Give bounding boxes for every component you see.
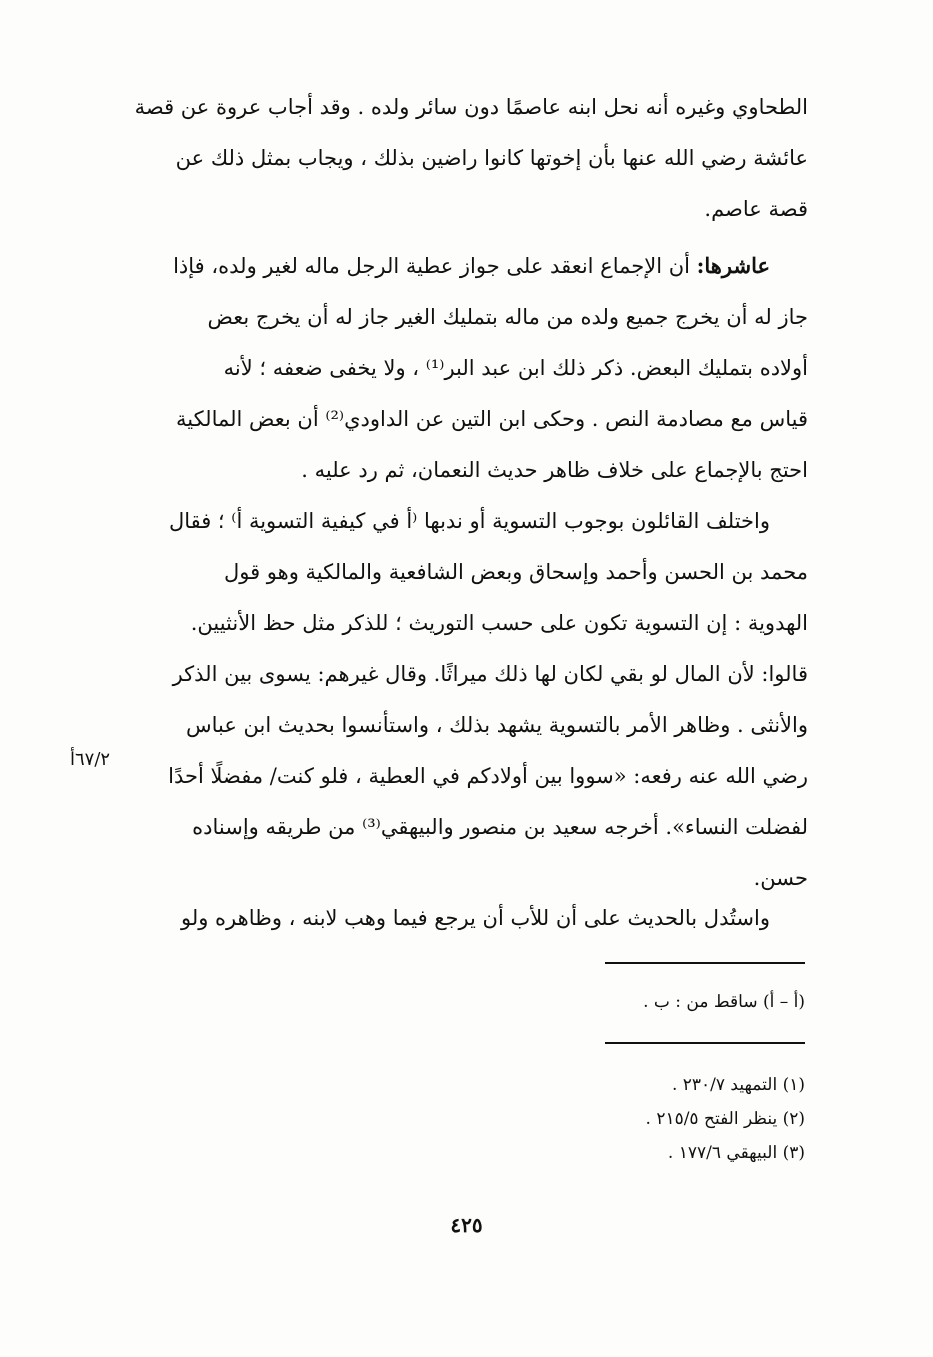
text-line: احتج بالإجماع على خلاف ظاهر حديث النعمان، ثم رد عليه .	[301, 458, 808, 482]
manuscript-folio-note: ٦٧/٢أ	[70, 749, 111, 770]
paragraph-3	[128, 496, 808, 904]
text-line: الطحاوي وغيره أنه نحل ابنه عاصمًا دون سائر ولده . وقد أجاب عروة عن قصة	[134, 95, 808, 119]
text-line: رضي الله عنه رفعه: «سووا بين أولادكم في العطية ، فلو كنت/ مفضلًا أحدًا	[168, 764, 808, 788]
variant-footnote: (أ – أ) ساقط من : ب .	[643, 992, 805, 1012]
text-fragment: أن الإجماع انعقد على جواز عطية الرجل ماله لغير ولده، فإذا	[173, 254, 697, 278]
text-line: قياس مع مصادمة النص . وحكى ابن التين عن الداودي⁽²⁾ أن بعض المالكية	[175, 407, 808, 431]
text-line: عائشة رضي الله عنها بأن إخوتها كانوا راضين بذلك ، ويجاب بمثل ذلك عن	[175, 146, 808, 170]
footnote-divider	[605, 1042, 805, 1044]
paragraph-lead: عاشرها:	[696, 253, 770, 278]
text-line: والأنثى . وظاهر الأمر بالتسوية يشهد بذلك ، واستأنسوا بحديث ابن عباس	[185, 713, 808, 737]
text-line	[128, 240, 808, 292]
footnote-1: (١) التمهيد ٢٣٠/٧ .	[671, 1075, 805, 1095]
text-line: قصة عاصم.	[704, 197, 808, 221]
text-line: الهدوية : إن التسوية تكون على حسب التوريث ؛ للذكر مثل حظ الأنثيين.	[190, 611, 808, 635]
text-line: جاز له أن يخرج جميع ولده من ماله بتمليك الغير جاز له أن يخرج بعض	[207, 305, 808, 329]
footnote-divider	[605, 962, 805, 964]
page-number: ٤٢٥	[450, 1213, 483, 1237]
text-line: واستُدل بالحديث على أن للأب أن يرجع فيما وهب لابنه ، وظاهره ولو	[180, 906, 770, 930]
text-line: أولاده بتمليك البعض. ذكر ذلك ابن عبد البر⁽¹⁾ ، ولا يخفى ضعفه ؛ لأنه	[223, 356, 808, 380]
text-line: محمد بن الحسن وأحمد وإسحاق وبعض الشافعية والمالكية وهو قول	[223, 560, 808, 584]
text-line: واختلف القائلون بوجوب التسوية أو ندبها ⁽أ في كيفية التسوية أ⁾ ؛ فقال	[168, 509, 770, 533]
paragraph-4	[128, 893, 808, 944]
paragraph-2	[128, 240, 808, 496]
text-line: لفضلت النساء». أخرجه سعيد بن منصور والبيهقي⁽³⁾ من طريقه وإسناده	[192, 815, 808, 839]
paragraph-1	[128, 82, 808, 235]
text-line: قالوا: لأن المال لو بقي لكان لها ذلك ميراثًا. وقال غيرهم: يسوى بين الذكر	[172, 662, 808, 686]
text-line: حسن.	[753, 866, 808, 890]
footnote-2: (٢) ينظر الفتح ٢١٥/٥ .	[645, 1109, 805, 1129]
footnote-3: (٣) البيهقي ١٧٧/٦ .	[667, 1143, 805, 1163]
